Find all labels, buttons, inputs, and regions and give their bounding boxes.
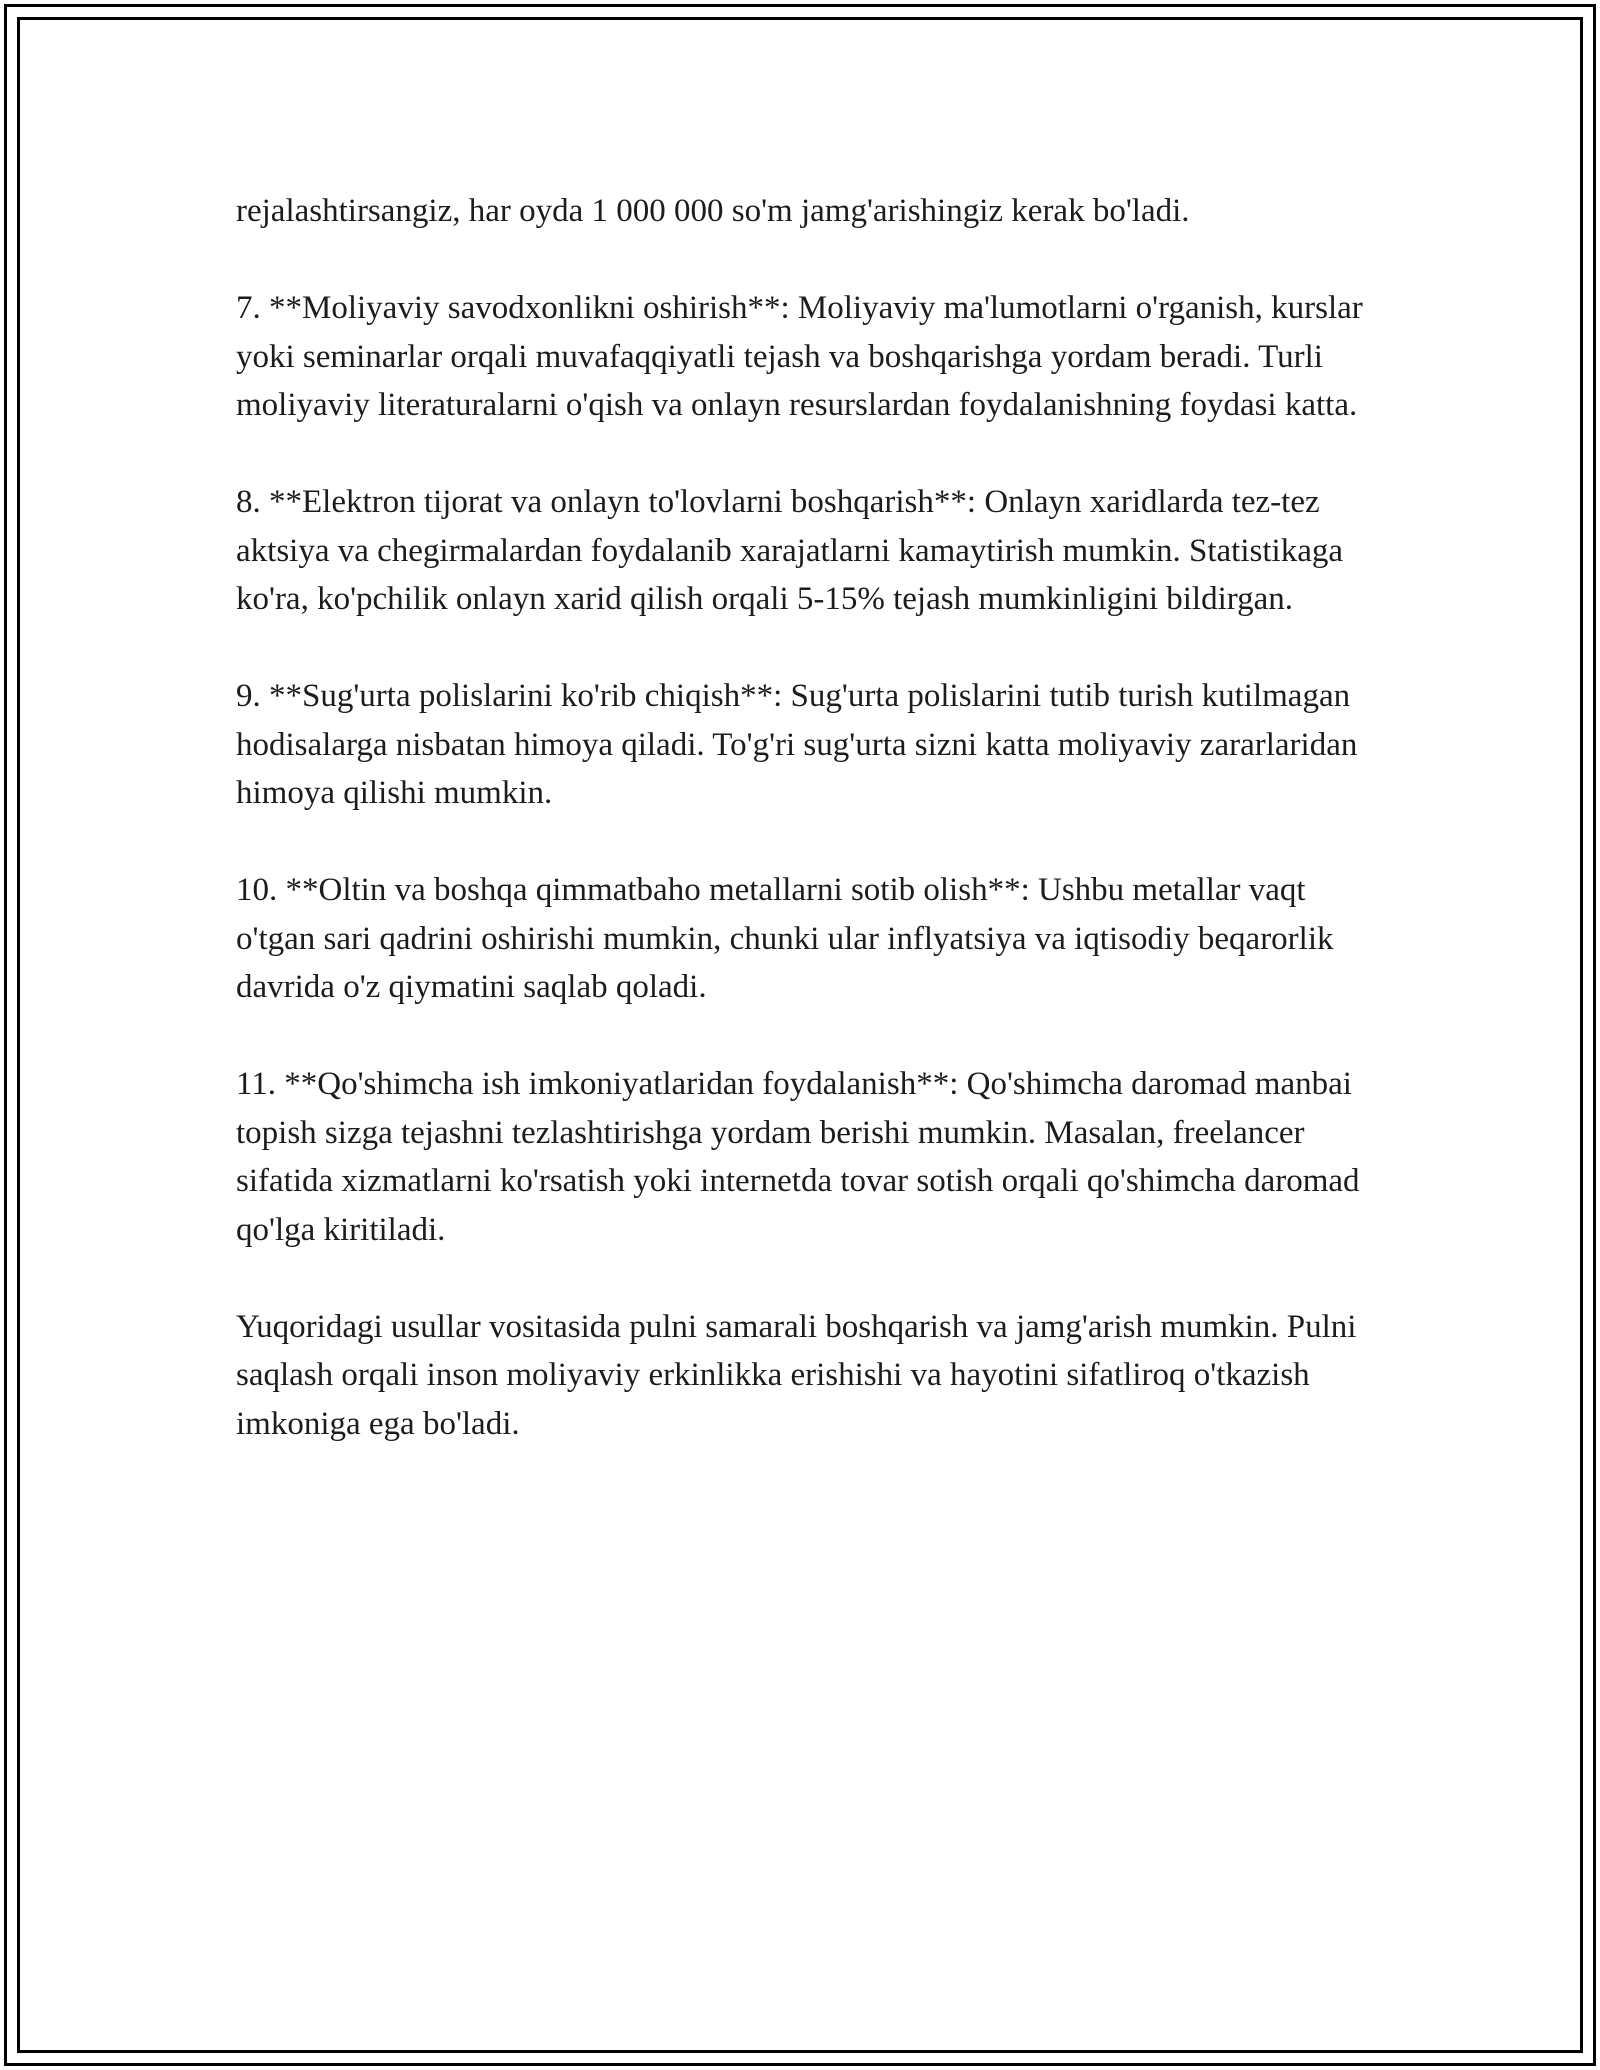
paragraph-item-11: 11. **Qo'shimcha ish imkoniyatlaridan foydalanish**: Qo'shimcha daromad manbai topish sizga tejashni tezlashtirishga yordam berishi mumkin. Masalan, freelancer sifatida xizmatlarni ko'rsatish yoki internetda tovar sotish orqali qo'shimcha daromad qo'lga kiritiladi. — [236, 1066, 1360, 1248]
paragraph-item-9: 9. **Sug'urta polislarini ko'rib chiqish**: Sug'urta polislarini tutib turish kutilmagan hodisalarga nisbatan himoya qiladi. To'g'ri sug'urta sizni katta moliyaviy zararlaridan himoya qilishi mumkin. — [236, 678, 1358, 811]
paragraph-continuation: rejalashtirsangiz, har oyda 1 000 000 so'm jamg'arishingiz kerak bo'ladi. — [236, 193, 1190, 229]
paragraph-item-7: 7. **Moliyaviy savodxonlikni oshirish**: Moliyaviy ma'lumotlarni o'rganish, kurslar yoki seminarlar orqali muvafaqqiyatli tejash va boshqarishga yordam beradi. Turli moliyaviy literaturalarni o'qish va onlayn resurslardan foydalanishning foydasi katta. — [236, 290, 1363, 423]
paragraph-item-8: 8. **Elektron tijorat va onlayn to'lovlarni boshqarish**: Onlayn xaridlarda tez-tez aktsiya va chegirmalardan foydalanib xarajatlarni kamaytirish mumkin. Statistikaga ko'ra, ko'pchilik onlayn xarid qilish orqali 5-15% tejash mumkinligini bildirgan. — [236, 484, 1343, 617]
document-body — [236, 187, 1376, 1497]
paragraph-conclusion: Yuqoridagi usullar vositasida pulni samarali boshqarish va jamg'arish mumkin. Pulni saqlash orqali inson moliyaviy erkinlikka erishishi va hayotini sifatliroq o'tkazish imkoniga ega bo'ladi. — [236, 1308, 1357, 1442]
paragraph-item-10: 10. **Oltin va boshqa qimmatbaho metallarni sotib olish**: Ushbu metallar vaqt o'tgan sari qadrini oshirishi mumkin, chunki ular inflyatsiya va iqtisodiy beqarorlik davrida o'z qiymatini saqlab qoladi. — [236, 872, 1334, 1005]
